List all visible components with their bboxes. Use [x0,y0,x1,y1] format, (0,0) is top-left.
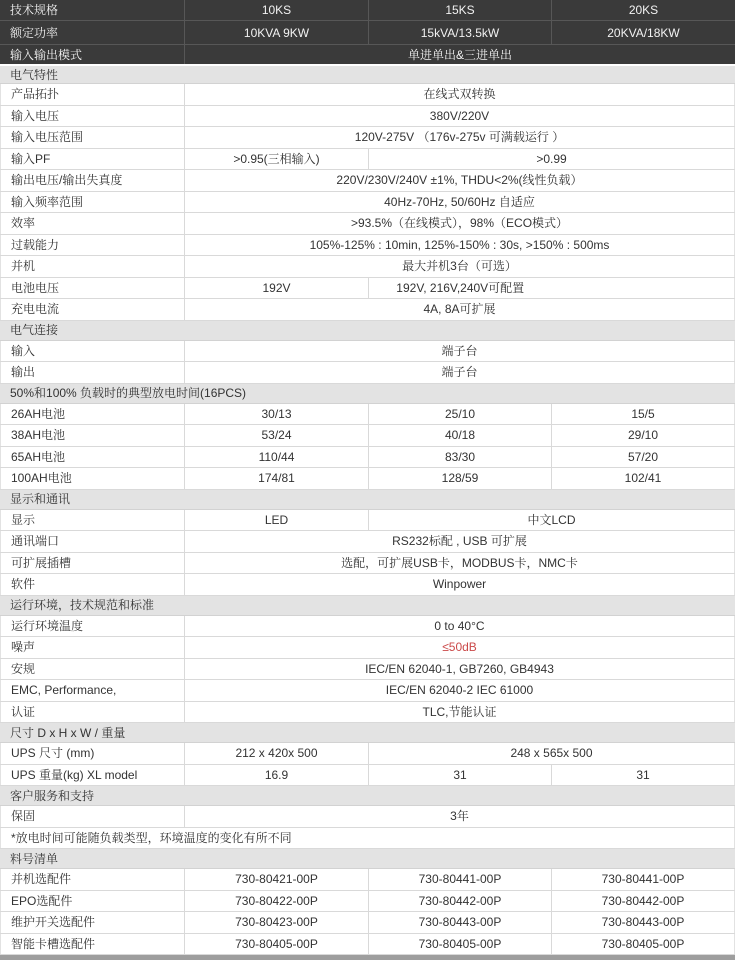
spec-value: IEC/EN 62040-1, GB7260, GB4943 [184,659,735,680]
spec-row [0,192,735,214]
spec-row [0,425,735,447]
spec-value: 40Hz-70Hz, 50/60Hz 自适应 [184,192,735,213]
spec-value: 0 to 40°C [184,616,735,637]
spec-value: 102/41 [551,468,735,489]
spec-row [0,616,735,638]
column-header-cell: 10KVA 9KW [184,21,368,44]
section-title: 尺寸 D x H x W / 重量 [10,725,126,740]
spec-label: 输入频率范围 [0,192,184,213]
spec-value: 730-80421-00P [184,869,368,890]
spec-label: 65AH电池 [0,447,184,468]
column-header-cell: 15KS [368,0,551,20]
spec-value: 248 x 565x 500 [368,743,735,764]
spec-row [0,447,735,469]
table-title-cell: 技术规格 [10,3,59,17]
column-header-cell: 10KS [184,0,368,20]
spec-row [0,341,735,363]
section-header-row [0,849,735,869]
spec-value: 40/18 [368,425,551,446]
spec-row [0,553,735,575]
spec-label: 输入PF [0,149,184,170]
spec-row [0,235,735,257]
spec-label: 显示 [0,510,184,531]
section-header-row [0,723,735,743]
spec-value: 在线式双转换 [184,84,735,105]
spec-row [0,702,735,724]
spec-value: >93.5%（在线模式），98%（ECO模式） [184,213,735,234]
spec-row [0,912,735,934]
spec-label: 效率 [0,213,184,234]
spec-row [0,765,735,787]
spec-value: 29/10 [551,425,735,446]
spec-value: 选配，可扩展USB卡，MODBUS卡，NMC卡 [184,553,735,574]
spec-value: 25/10 [368,404,551,425]
spec-label: 电池电压 [0,278,184,299]
spec-value: IEC/EN 62040-2 IEC 61000 [184,680,735,701]
footnote-text: *放电时间可能随负载类型，环境温度的变化有所不同 [0,828,735,849]
spec-value: 110/44 [184,447,368,468]
spec-row [0,637,735,659]
spec-value: 端子台 [184,362,735,383]
spec-value-text: 192V, 216V,240V可配置 [396,280,525,295]
spec-row [0,362,735,384]
spec-label: 输入 [0,341,184,362]
section-title: 客户服务和支持 [10,788,95,803]
spec-value: LED [184,510,368,531]
spec-row [0,256,735,278]
spec-row [0,869,735,891]
spec-row [0,299,735,321]
spec-value: 端子台 [184,341,735,362]
spec-label: 软件 [0,574,184,595]
spec-row [0,806,735,828]
section-header-row [0,490,735,510]
spec-row [0,510,735,532]
column-header-cell: 单进单出&三进单出 [184,45,735,64]
spec-value: 730-80405-00P [368,934,551,955]
spec-row [0,891,735,913]
spec-value: 730-80443-00P [368,912,551,933]
section-header-row [0,786,735,806]
spec-value: 220V/230V/240V ±1%, THDU<2%(线性负载） [184,170,735,191]
section-header-row [0,596,735,616]
spec-label: 认证 [0,702,184,723]
spec-row [0,278,735,300]
section-title: 显示和通讯 [10,492,71,506]
spec-row [0,743,735,765]
spec-label: 可扩展插槽 [0,553,184,574]
section-title: 电气连接 [10,323,59,337]
spec-label: EMC, Performance, [0,680,184,701]
spec-value: 31 [368,765,551,786]
spec-label: 100AH电池 [0,468,184,489]
spec-value: 3年 [184,806,735,827]
spec-value [368,278,735,299]
spec-label: 输出电压/输出失真度 [0,170,184,191]
bottom-edge-bar [0,955,735,960]
spec-row [0,84,735,106]
spec-label: 38AH电池 [0,425,184,446]
column-header-cell: 15kVA/13.5kW [368,21,551,44]
table-title-cell: 输入输出模式 [10,47,83,62]
spec-row [0,574,735,596]
spec-row [0,680,735,702]
spec-row [0,404,735,426]
spec-label: 输入电压 [0,106,184,127]
spec-label: 产品拓扑 [0,84,184,105]
section-header-row [0,321,735,341]
header-row [0,21,735,45]
spec-value: RS232标配 , USB 可扩展 [184,531,735,552]
spec-value: 15/5 [551,404,735,425]
spec-value: 174/81 [184,468,368,489]
spec-row [0,468,735,490]
spec-row [0,659,735,681]
spec-value: 380V/220V [184,106,735,127]
spec-value: 最大并机3台（可选） [184,256,735,277]
spec-value: 192V [184,278,368,299]
spec-value: 730-80405-00P [184,934,368,955]
spec-row [0,531,735,553]
spec-value: 105%-125% : 10min, 125%-150% : 30s, >150% : 500ms [184,235,735,256]
section-title: 电气特性 [10,67,59,82]
section-title: 运行环境，技术规范和标准 [10,598,155,612]
spec-row [0,106,735,128]
spec-label: 输出 [0,362,184,383]
spec-label: UPS 重量(kg) XL model [0,765,184,786]
spec-label: 维护开关选配件 [0,912,184,933]
spec-value: 53/24 [184,425,368,446]
header-row [0,0,735,21]
spec-value: TLC,节能认证 [184,702,735,723]
spec-value: 30/13 [184,404,368,425]
spec-label: 运行环境温度 [0,616,184,637]
table-title-cell: 额定功率 [10,25,59,40]
spec-value: 57/20 [551,447,735,468]
spec-value: 730-80441-00P [551,869,735,890]
spec-value: 730-80442-00P [551,891,735,912]
spec-value: 212 x 420x 500 [184,743,368,764]
spec-value: 730-80405-00P [551,934,735,955]
spec-value: ≤50dB [184,637,735,658]
spec-value: 730-80422-00P [184,891,368,912]
spec-label: 并机 [0,256,184,277]
spec-value: 120V-275V （176v-275v 可满载运行 ） [184,127,735,148]
spec-label: UPS 尺寸 (mm) [0,743,184,764]
spec-label: 噪声 [0,637,184,658]
spec-label: 过载能力 [0,235,184,256]
spec-label: 输入电压范围 [0,127,184,148]
spec-row [0,934,735,956]
spec-value: 83/30 [368,447,551,468]
spec-label: 保固 [0,806,184,827]
spec-label: 充电电流 [0,299,184,320]
spec-value: 中文LCD [368,510,735,531]
spec-label: 智能卡槽选配件 [0,934,184,955]
spec-row [0,127,735,149]
spec-label: 26AH电池 [0,404,184,425]
spec-row [0,170,735,192]
section-title: 50%和100% 负载时的典型放电时间(16PCS) [10,386,247,400]
column-header-cell: 20KS [551,0,735,20]
section-header-row [0,64,735,84]
spec-value: >0.99 [368,149,735,170]
spec-label: 安规 [0,659,184,680]
section-header-row [0,384,735,404]
spec-row [0,213,735,235]
spec-value: 128/59 [368,468,551,489]
spec-value: 31 [551,765,735,786]
spec-label: 通讯端口 [0,531,184,552]
spec-value: 730-80442-00P [368,891,551,912]
spec-value: Winpower [184,574,735,595]
spec-value: 730-80423-00P [184,912,368,933]
column-header-cell: 20KVA/18KW [551,21,735,44]
spec-row [0,149,735,171]
spec-value: 730-80441-00P [368,869,551,890]
header-row [0,45,735,64]
footnote-row [0,828,735,850]
section-title: 料号清单 [10,851,59,866]
spec-value: 16.9 [184,765,368,786]
spec-value: 730-80443-00P [551,912,735,933]
spec-value: 4A, 8A可扩展 [184,299,735,320]
spec-label: 并机选配件 [0,869,184,890]
spec-value: >0.95(三相输入) [184,149,368,170]
spec-label: EPO选配件 [0,891,184,912]
